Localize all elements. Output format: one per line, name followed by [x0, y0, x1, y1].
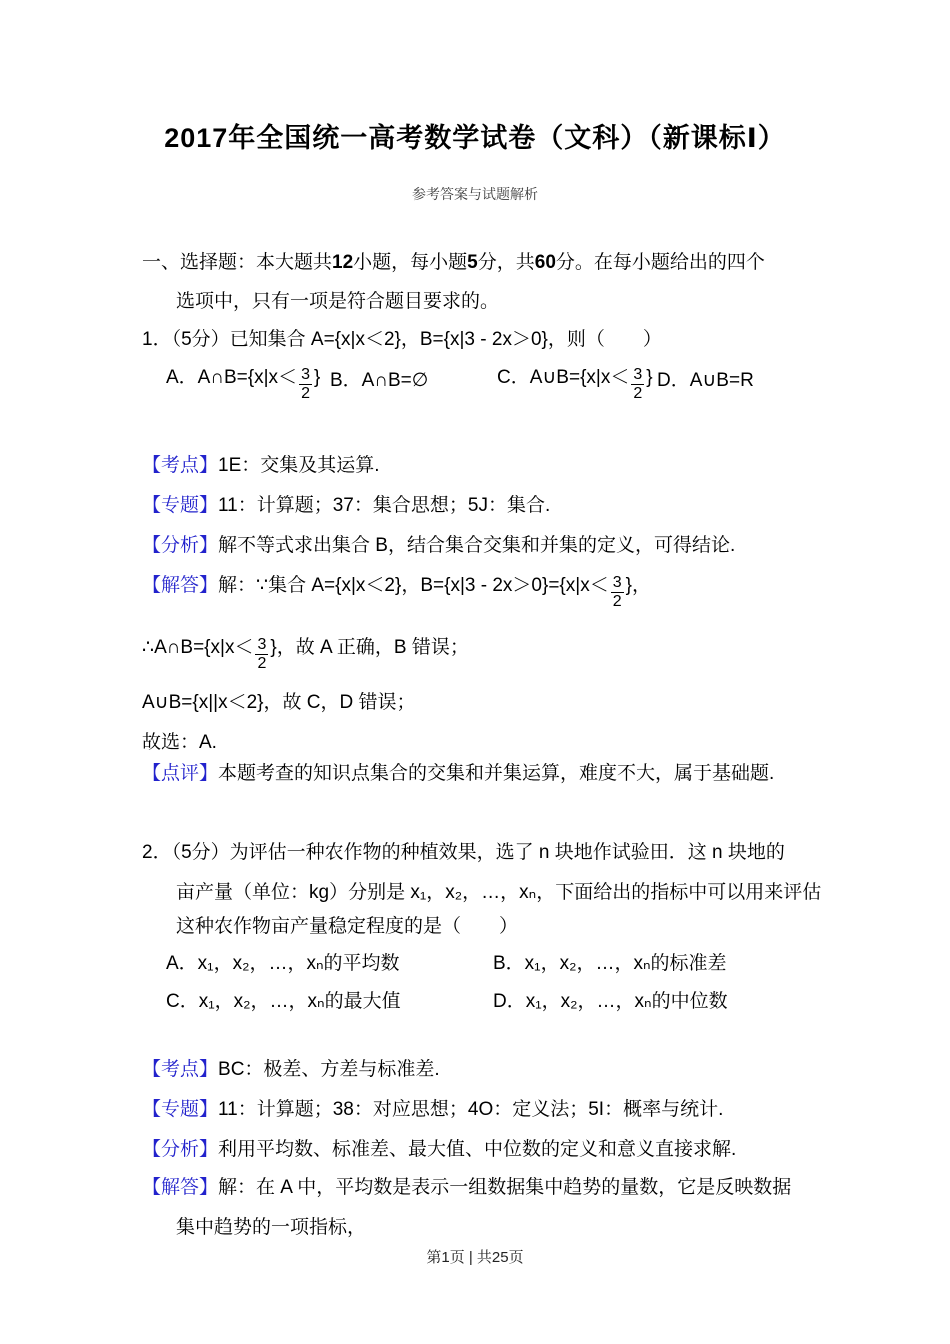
zhuanti-label: 【专题】: [142, 495, 219, 516]
fenxi-text: 利用平均数、标准差、最大值、中位数的定义和意义直接求解.: [218, 1139, 737, 1160]
exam-title: 2017年全国统一高考数学试卷（文科）（新课标Ⅰ）: [164, 123, 786, 153]
option-b: B．A∩B=∅: [330, 369, 429, 391]
option-a: A．x₁，x₂，…，xₙ的平均数: [166, 953, 400, 974]
q2-fenxi-line: [142, 1130, 862, 1170]
exam-subtitle: 参考答案与试题解析: [412, 186, 538, 202]
q1-dianping-line: [142, 754, 862, 794]
option-d: D．A∪B=R: [657, 369, 754, 391]
option-c-text: C．A∪B={x|x＜: [497, 367, 630, 388]
option-a: [166, 358, 330, 403]
solution-text: ∴A∩B={x|x＜: [142, 637, 254, 658]
q2-kaodian-line: [142, 1050, 862, 1090]
page-number-footer: 第1页 | 共25页: [426, 1249, 524, 1266]
question-2-options-row-1: [142, 944, 862, 984]
q1-answer-line: 故选：A.: [142, 732, 217, 753]
q2-zhuanti-line: [142, 1090, 862, 1130]
zhuanti-label: 【专题】: [142, 1099, 219, 1120]
q1-zhuanti-line: [142, 486, 862, 526]
jieda-label: 【解答】: [142, 1177, 219, 1198]
option-c: [497, 358, 657, 403]
dianping-label: 【点评】: [142, 763, 219, 784]
fenxi-text: 解不等式求出集合 B，结合集合交集和并集的定义，可得结论.: [218, 535, 736, 556]
zhuanti-text: 11：计算题；38：对应思想；4O：定义法；5I：概率与统计.: [218, 1099, 724, 1120]
dianping-text: 本题考查的知识点集合的交集和并集运算，难度不大，属于基础题.: [218, 763, 775, 784]
heading-points-each: 5: [467, 252, 478, 273]
q1-solution-line-2: [142, 628, 862, 673]
heading-text: 分，共: [477, 252, 535, 273]
q2-jieda-line-2: 集中趋势的一项指标，: [176, 1217, 367, 1238]
kaodian-text: 1E：交集及其运算.: [218, 455, 380, 476]
q1-solution-line-3: A∪B={x||x＜2}，故 C，D 错误；: [142, 692, 416, 713]
section-heading-line-2: 选项中，只有一项是符合题目要求的。: [176, 291, 500, 312]
jieda-label: 【解答】: [142, 575, 219, 596]
fraction-three-halves: $\frac{3}{2}$: [633, 366, 643, 403]
question-2-stem-line-2: 亩产量（单位：kg）分别是 x₁，x₂，…，xₙ，下面给出的指标中可以用来评估: [176, 882, 822, 903]
heading-text: 分。在每小题给出的四个: [555, 252, 765, 273]
fraction-three-halves: $\frac{3}{2}$: [612, 574, 622, 611]
q1-fenxi-line: [142, 526, 862, 566]
zhuanti-text: 11：计算题；37：集合思想；5J：集合.: [218, 495, 551, 516]
fraction-three-halves: $\frac{3}{2}$: [301, 366, 310, 403]
option-c-close: }: [646, 367, 653, 388]
fenxi-label: 【分析】: [142, 1139, 219, 1160]
kaodian-label: 【考点】: [142, 455, 219, 476]
kaodian-label: 【考点】: [142, 1059, 219, 1080]
fenxi-label: 【分析】: [142, 535, 219, 556]
heading-points-total: 60: [534, 252, 556, 273]
section-heading-line-1: [142, 243, 862, 283]
question-2-stem-line-1: 2．（5分）为评估一种农作物的种植效果，选了 n 块地作试验田．这 n 块地的: [142, 842, 785, 863]
jieda-text: 解：在 A 中，平均数是表示一组数据集中趋势的量数，它是反映数据: [218, 1177, 792, 1198]
question-2-options-row-2: [142, 982, 862, 1022]
fraction-three-halves: $\frac{3}{2}$: [257, 636, 267, 673]
question-1-options: [142, 358, 862, 403]
q1-kaodian-line: [142, 446, 862, 486]
jieda-text-close: }，: [625, 575, 651, 596]
jieda-text: 解：∵集合 A={x|x＜2}，B={x|3 - 2x＞0}={x|x＜: [218, 575, 609, 596]
heading-count-questions: 12: [332, 252, 354, 273]
heading-text: 小题，每小题: [353, 252, 468, 273]
q2-jieda-line-1: [142, 1168, 862, 1208]
solution-text-close: }，故 A 正确，B 错误；: [270, 637, 469, 658]
q1-jieda-line: [142, 566, 862, 611]
option-a-text: A．A∩B={x|x＜: [166, 367, 298, 388]
option-d: D．x₁，x₂，…，xₙ的中位数: [493, 991, 728, 1012]
option-c: C．x₁，x₂，…，xₙ的最大值: [166, 991, 401, 1012]
question-2-stem-line-3: 这种农作物亩产量稳定程度的是（ ）: [176, 916, 519, 937]
option-b: B．x₁，x₂，…，xₙ的标准差: [493, 953, 727, 974]
option-a-close: }: [313, 367, 321, 388]
heading-text: 一、选择题：本大题共: [142, 252, 333, 273]
question-1-stem: 1．（5分）已知集合 A={x|x＜2}，B={x|3 - 2x＞0}，则（ ）: [142, 329, 662, 350]
kaodian-text: BC：极差、方差与标准差.: [218, 1059, 440, 1080]
